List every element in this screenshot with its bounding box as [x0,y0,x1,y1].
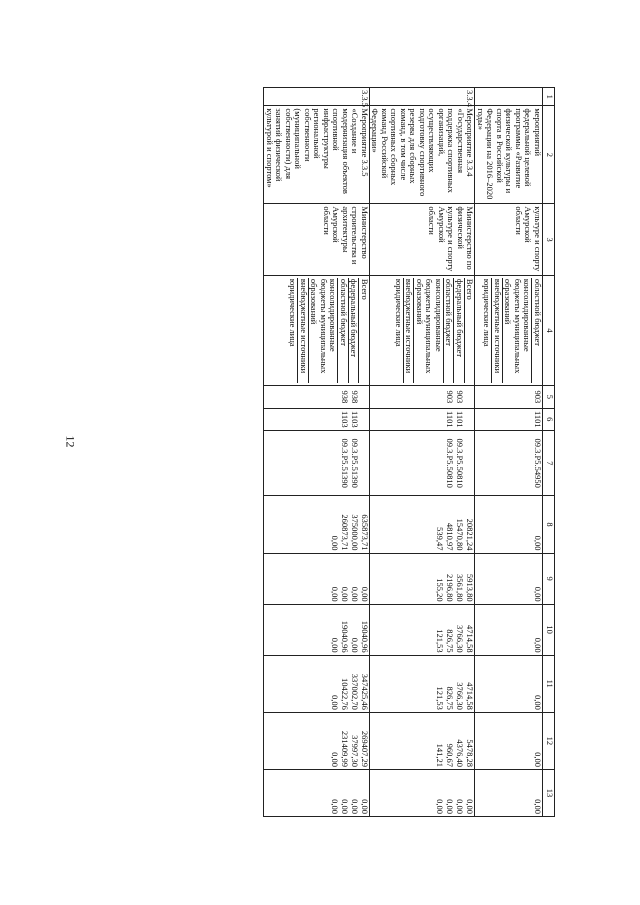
amount-value: 0,00 [533,752,543,767]
value-cell [475,604,543,655]
code-value: 903 [455,390,466,404]
value-cell [264,769,370,816]
value-cell [264,655,370,712]
code-value: 903 [533,390,543,404]
amount-value: 2196,80 [445,573,456,602]
code-value: 09.3.P5.51390 [339,438,350,488]
code-value [424,388,434,405]
amount-value [424,658,434,710]
code-value [502,433,512,493]
amount-value: 4376,40 [455,739,466,767]
code-value [414,411,424,428]
funding-source-label: внебюджетные источники [491,278,502,383]
grbs-cell [369,386,475,408]
amount-value: 0,00 [329,535,340,551]
col-9-header: 9 [543,553,555,604]
funding-source-label: консолидированные бюджеты муниципальных образований [308,278,338,383]
amount-value [502,715,512,767]
amount-value: 347425,46 [359,673,370,710]
code-value [414,433,424,493]
amount-value [414,715,424,767]
code-value [329,411,339,428]
funding-sources-cell [264,275,370,385]
amount-value [502,607,512,653]
amount-value [424,715,434,767]
amount-value: 0,00 [533,694,543,710]
code-value [329,388,339,405]
csr-cell [264,431,370,496]
amount-value: 0,00 [359,799,370,814]
code-value [434,388,444,405]
amount-value: 260873,71 [339,514,350,551]
value-cell [475,655,543,712]
funding-source-label: юридические лица [288,278,299,347]
amount-value: 0,00 [359,586,370,602]
amount-value: 19040,96 [359,620,370,653]
value-cell [369,553,475,604]
amount-value [319,556,329,602]
amount-value: 4714,58 [465,682,476,710]
code-value: 09.3.P5.54950 [533,438,543,488]
amount-value: 3561,80 [455,573,466,602]
funding-source-label: консолидированные бюджеты муниципальных образований [413,278,443,383]
table-row [369,88,475,817]
funding-source-label: областной бюджет [531,278,542,383]
header-row [543,88,555,817]
value-cell [264,604,370,655]
funding-source-label: консолидированные бюджеты муниципальных образований [502,278,532,383]
amount-value: 5478,28 [465,739,476,767]
amount-value [309,658,319,710]
code-value [359,411,369,428]
funding-source-label: федеральный бюджет [348,278,359,383]
executor-cell: Министерство строительства и архитектуры Амурской области [264,204,370,275]
amount-value: 0,00 [533,535,543,551]
value-cell [475,712,543,769]
amount-value: 0,00 [533,637,543,653]
funding-source-label: внебюджетные источники [297,278,308,383]
amount-value [512,607,522,653]
funding-source-label: Всего [358,278,369,383]
amount-value: 0,00 [349,637,360,653]
amount-value [414,772,424,814]
rz-cell [264,408,370,430]
amount-value: 20821,24 [465,518,476,551]
code-value: 903 [445,390,456,404]
code-value: 1101 [533,410,543,428]
amount-value [319,772,329,814]
code-value [424,411,434,428]
funding-source-label: юридические лица [393,278,404,347]
row-number-cell [475,88,543,106]
amount-value: 337002,70 [349,673,360,710]
value-cell [369,769,475,816]
amount-value [414,658,424,710]
value-cell [475,496,543,553]
funding-source-label: юридические лица [482,278,493,347]
amount-value: 0,00 [339,799,350,814]
amount-value [424,772,434,814]
csr-cell [369,431,475,496]
amount-value: 0,00 [533,799,543,814]
amount-value: 37997,30 [349,735,360,767]
col-7-header: 7 [543,431,555,496]
amount-value [309,498,319,550]
code-value [359,388,369,405]
amount-value [522,498,532,550]
col-10-header: 10 [543,604,555,655]
code-value [434,433,444,493]
amount-value: 960,67 [445,743,456,767]
code-value [512,433,522,493]
code-value [502,388,512,405]
code-value: 1101 [445,410,456,428]
amount-value: 141,21 [435,743,446,767]
amount-value [309,772,319,814]
code-value [424,433,434,493]
amount-value: 0,00 [465,799,476,814]
amount-value: 375000,00 [349,514,360,551]
code-value [464,388,474,405]
amount-value [319,498,329,550]
table-body [264,88,543,817]
amount-value: 0,00 [435,799,446,814]
amount-value [512,658,522,710]
amount-value: 231409,99 [339,730,350,767]
executor-cell: культуре и спорту Амурской области [475,204,543,275]
amount-value: 3766,30 [455,682,466,710]
amount-value: 269407,29 [359,730,370,767]
col-1-header: 1 [543,88,555,106]
amount-value: 539,47 [435,527,446,551]
code-value [319,411,329,428]
amount-value: 10422,76 [339,677,350,710]
code-value: 1103 [339,410,350,428]
row-number-cell: 3.3.4 [369,88,475,106]
amount-value: 0,00 [445,799,456,814]
amount-value [414,556,424,602]
amount-value [424,607,434,653]
code-value: 938 [339,390,350,404]
amount-value: 0,00 [329,637,340,653]
code-value [512,411,522,428]
amount-value [512,498,522,550]
amount-value: 826,75 [445,686,456,710]
code-value [309,411,319,428]
amount-value: 5913,80 [465,573,476,602]
amount-value [522,607,532,653]
code-value [319,433,329,493]
amount-value: 0,00 [329,799,340,814]
amount-value: 15470,80 [455,518,466,551]
table-row [475,88,543,817]
amount-value [309,556,319,602]
amount-value: 0,00 [349,799,360,814]
amount-value: 19040,96 [339,620,350,653]
grbs-cell [475,386,543,408]
amount-value: 826,75 [445,629,456,653]
value-cell [264,553,370,604]
code-value [464,411,474,428]
amount-value [424,556,434,602]
code-value [329,433,339,493]
table-row [264,88,370,817]
code-value [464,433,474,493]
code-value: 09.3.P5.51390 [349,438,360,488]
amount-value [512,556,522,602]
amount-value [309,715,319,767]
amount-value: 635873,71 [359,514,370,551]
amount-value [502,658,512,710]
amount-value: 4714,58 [465,625,476,653]
grbs-cell [264,386,370,408]
col-12-header: 12 [543,712,555,769]
measure-cell: Мероприятие 3.3.4 «Государственная поддержка спортивных организаций, осуществляющих подготовку спортивного резерва для сборных команд, в том числе спортивных сборных команд Российской Федерации» [369,106,475,204]
amount-value [522,772,532,814]
amount-value [414,607,424,653]
amount-value: 0,00 [329,752,340,767]
rz-cell [369,408,475,430]
amount-value [512,715,522,767]
code-value [522,388,532,405]
amount-value [502,556,512,602]
amount-value: 0,00 [455,799,466,814]
funding-source-label: областной бюджет [337,278,348,383]
code-value: 1101 [455,410,466,428]
amount-value: 4810,97 [445,522,456,551]
measure-cell: мероприятий федеральной целевой программы «Развитие физической культуры и спорта в Российской Федерации на 2016–2020 годы» [475,106,543,204]
code-value: 938 [349,390,360,404]
funding-source-label: Всего [464,278,475,383]
amount-value: 0,00 [329,586,340,602]
funding-source-label: федеральный бюджет [453,278,464,383]
code-value: 1103 [349,410,360,428]
value-cell [369,496,475,553]
measure-cell: Мероприятие 3.3.5 «Создание и модернизация объектов спортивной инфраструктуры региональной собственности (муниципальной собственности) для занятий физической культурой и спортом» [264,106,370,204]
amount-value: 0,00 [533,586,543,602]
code-value [359,433,369,493]
value-cell [475,553,543,604]
code-value [309,388,319,405]
amount-value [319,607,329,653]
col-13-header: 13 [543,769,555,816]
amount-value: 0,00 [329,694,340,710]
amount-value [512,772,522,814]
col-2-header: 2 [543,106,555,204]
code-value [309,433,319,493]
amount-value: 0,00 [339,586,350,602]
funding-source-label: областной бюджет [443,278,454,383]
code-value [319,388,329,405]
amount-value [319,658,329,710]
value-cell [475,769,543,816]
funding-sources-cell [369,275,475,385]
code-value [434,411,444,428]
value-cell [369,604,475,655]
funding-sources-cell [475,275,543,385]
amount-value [522,556,532,602]
code-value [512,388,522,405]
budget-table [263,87,555,817]
value-cell [264,496,370,553]
amount-value [502,772,512,814]
amount-value: 0,00 [349,586,360,602]
executor-cell: Министерство по физической культуре и спорту Амурской области [369,204,475,275]
code-value: 09.3.P5.50810 [455,438,466,488]
amount-value [424,498,434,550]
rz-cell [475,408,543,430]
code-value [502,411,512,428]
code-value [522,411,532,428]
value-cell [369,712,475,769]
amount-value: 155,20 [435,578,446,602]
code-value: 09.3.P5.50810 [445,438,456,488]
col-8-header: 8 [543,496,555,553]
col-6-header: 6 [543,408,555,430]
amount-value: 121,53 [435,686,446,710]
col-11-header: 11 [543,655,555,712]
code-value [414,388,424,405]
amount-value: 121,53 [435,629,446,653]
rotated-page [85,87,555,817]
code-value [522,433,532,493]
amount-value [502,498,512,550]
value-cell [264,712,370,769]
amount-value [414,498,424,550]
col-5-header: 5 [543,386,555,408]
csr-cell [475,431,543,496]
row-number-cell: 3.3.5 [264,88,370,106]
value-cell [369,655,475,712]
amount-value [309,607,319,653]
amount-value [319,715,329,767]
amount-value [522,658,532,710]
col-3-header: 3 [543,204,555,275]
col-4-header: 4 [543,275,555,385]
page-number: 12 [63,435,78,448]
amount-value: 3766,30 [455,625,466,653]
funding-source-label: внебюджетные источники [403,278,414,383]
amount-value [522,715,532,767]
